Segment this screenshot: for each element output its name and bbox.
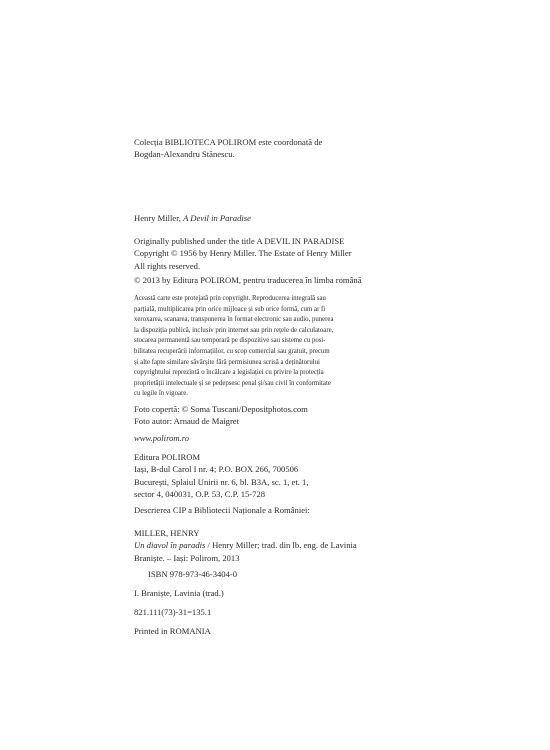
publisher-address1: Iași, B-dul Carol I nr. 4; P.O. BOX 266, 700506: [134, 464, 299, 475]
website-link[interactable]: www.polirom.ro: [134, 433, 190, 443]
original-title-block: [134, 212, 424, 224]
photo-credit-author: Foto autor: Arnaud de Maigret: [134, 416, 240, 427]
cip-title-rest: / Henry Miller; trad. din lb. eng. de Lavinia: [205, 540, 357, 551]
translation-copyright: [134, 274, 424, 286]
photo-credits: [134, 403, 424, 428]
original-author-title: [134, 212, 424, 224]
cip-title-line: [134, 539, 424, 551]
publisher-address2: București, Splaiul Unirii nr. 6, bl. B3A, sc. 1, et. 1,: [134, 476, 309, 487]
legal-notice-line: și alte fapte similare săvârșite fără permisiunea scrisă a deținătorului: [134, 358, 320, 366]
cip-translator-text: I. Braniște, Lavinia (trad.): [134, 588, 224, 598]
original-copyright-line: Copyright © 1956 by Henry Miller. The Estate of Henry Miller: [134, 248, 352, 259]
cip-record: [134, 527, 424, 564]
website: [134, 432, 424, 444]
legal-notice-line: cu legile în vigoare.: [134, 390, 188, 398]
original-author: Henry Miller,: [134, 213, 184, 223]
legal-notice-line: stocarea permanentă sau temporară pe dispozitive sau sisteme cu posi-: [134, 337, 326, 345]
legal-notice-line: parțială, multiplicarea prin orice mijloace și sub orice formă, cum ar fi: [134, 305, 326, 313]
cip-heading: [134, 504, 424, 516]
legal-notice-line: xeroxarea, scanarea, transpunerea în format electronic sau audio, punerea: [134, 316, 334, 324]
publisher-name: Editura POLIROM: [134, 452, 201, 462]
translation-copyright-line: © 2013 by Editura POLIROM, pentru traducerea în limba română: [134, 275, 362, 285]
cip-heading-text: Descrierea CIP a Bibliotecii Naționale a României:: [134, 505, 310, 515]
original-title: A Devil in Paradise: [183, 213, 251, 223]
collection-note: [134, 136, 424, 161]
cip-classification: [134, 606, 424, 618]
legal-notice-line: proprietății intelectuale și se pedepsesc penal și/sau civil în conformitate: [134, 379, 331, 387]
collection-note-line2: Bogdan-Alexandru Stănescu.: [134, 149, 235, 160]
publisher-block: [134, 451, 424, 501]
original-publication: [134, 235, 424, 272]
legal-notice-line: bilitatea recuperării informațiilor, cu scop comercial sau gratuit, precum: [134, 347, 330, 355]
cip-author: MILLER, HENRY: [134, 528, 200, 538]
legal-notice-line: Această carte este protejată prin copyright. Reproducerea integrală sau: [134, 295, 326, 302]
legal-notice: [134, 294, 424, 400]
legal-notice-line: la dispoziția publică, inclusiv prin internet sau prin rețele de calculatoare,: [134, 326, 334, 334]
cip-isbn: [134, 568, 438, 580]
original-rights-line: All rights reserved.: [134, 260, 201, 271]
legal-notice-line: copyrightului reprezintă o încălcare a legislației cu privire la protecția: [134, 369, 324, 377]
cip-isbn-text: ISBN 978-973-46-3404-0: [148, 569, 238, 579]
cip-title: Un diavol în paradis: [134, 540, 206, 551]
publisher-address3: sector 4, 040031, O.P. 53, C.P. 15-728: [134, 489, 266, 500]
cip-translator: [134, 587, 424, 599]
cip-title-rest2: Braniște. – Iași: Polirom, 2013: [134, 552, 240, 563]
printed-in: [134, 625, 424, 637]
original-published-line: Originally published under the title A DEVIL IN PARADISE: [134, 236, 345, 246]
cip-classification-text: 821.111(73)-31=135.1: [134, 607, 212, 617]
printed-in-text: Printed in ROMANIA: [134, 626, 211, 636]
photo-credit-cover: Foto copertă: © Soma Tuscani/Depositphotos.com: [134, 404, 308, 414]
collection-note-line1: Colecția BIBLIOTECA POLIROM este coordonată de: [134, 137, 323, 147]
